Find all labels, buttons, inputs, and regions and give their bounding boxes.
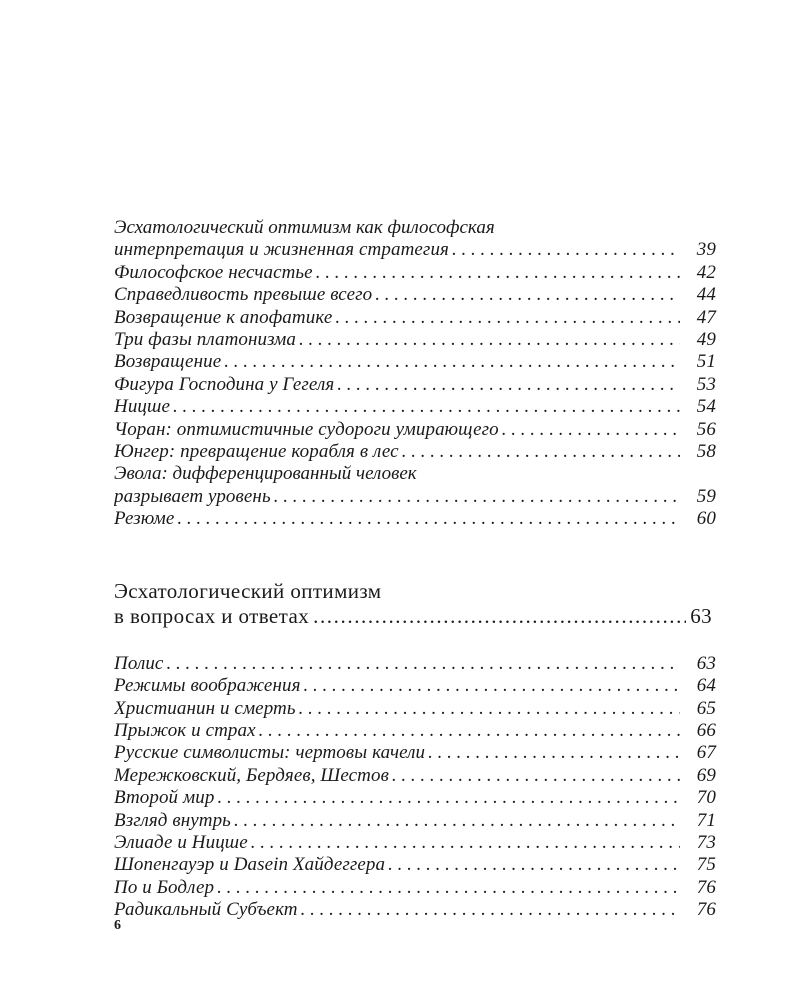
- toc-entry: [114, 765, 716, 787]
- dot-leader: [271, 486, 680, 508]
- toc-entry-page-number: 47: [696, 306, 716, 328]
- toc-entry-title-line1: Эвола: дифференцированный человек: [114, 463, 417, 485]
- toc-entry-page-number: 71: [696, 809, 716, 831]
- toc-entry-row: [114, 877, 716, 899]
- toc-entry: [114, 396, 716, 418]
- toc-entry-title-wrap: [114, 698, 680, 720]
- dot-leader: [332, 307, 680, 329]
- toc-entry-page-number: 59: [696, 485, 716, 507]
- toc-entry-title: Справедливость превыше всего: [114, 284, 373, 306]
- dot-leader: [214, 787, 680, 809]
- toc-entry-page-number: 76: [696, 876, 716, 898]
- toc-entry-title-wrap: [114, 899, 680, 921]
- toc-entry-title-wrap: [114, 441, 680, 463]
- toc-entry: [114, 351, 716, 373]
- toc-entry-title-wrap: [114, 262, 680, 284]
- toc-entry: [114, 742, 716, 764]
- toc-entry-title-wrap: [114, 419, 680, 441]
- toc-entry-title-wrap: [114, 396, 680, 418]
- dot-leader: [313, 262, 680, 284]
- toc-entry-title-wrap: [114, 787, 680, 809]
- toc-entry: [114, 508, 716, 530]
- toc-list-part2: [114, 653, 716, 922]
- toc-entry-title: Христианин и смерть: [114, 697, 296, 719]
- toc-entry-page-number: 54: [696, 396, 716, 418]
- toc-list-part1: [114, 217, 716, 531]
- toc-entry-row: [114, 351, 716, 373]
- toc-entry-page-number: 58: [696, 441, 716, 463]
- toc-entry-title-wrap: [114, 239, 680, 261]
- toc-entry-page-number: 73: [696, 831, 716, 853]
- toc-entry-page-number: 49: [696, 329, 716, 351]
- section-heading-entry: [114, 604, 716, 629]
- toc-entry-page-number: 70: [696, 787, 716, 809]
- toc-entry-title-wrap: [114, 508, 680, 530]
- toc-entry-title-wrap: [114, 832, 680, 854]
- toc-entry-page-number: 63: [696, 652, 716, 674]
- toc-entry: [114, 307, 716, 329]
- toc-entry-page-number: 39: [696, 239, 716, 261]
- toc-entry-title: Философское несчастье: [114, 261, 313, 283]
- toc-entry-title-wrap: [114, 351, 680, 373]
- toc-entry-title-wrap: [114, 720, 680, 742]
- toc-entry: [114, 832, 716, 854]
- toc-entry-page-number: 65: [696, 697, 716, 719]
- dot-leader: [309, 604, 686, 629]
- toc-entry-page-number: 64: [696, 675, 716, 697]
- toc-entry-row: [114, 329, 716, 351]
- toc-entry-page-number: 75: [696, 854, 716, 876]
- toc-entry-row: [114, 486, 716, 508]
- toc-entry-title: Полис: [114, 652, 164, 674]
- dot-leader: [298, 899, 680, 921]
- toc-entry: [114, 877, 716, 899]
- toc-entry-page-number: 53: [696, 373, 716, 395]
- toc-entry-row: [114, 675, 716, 697]
- toc-entry-page-number: 44: [696, 284, 716, 306]
- dot-leader: [174, 508, 680, 530]
- table-of-contents: [114, 217, 716, 922]
- toc-entry-title: Второй мир: [114, 787, 215, 809]
- toc-entry-row: [114, 262, 716, 284]
- toc-entry-page-number: 51: [696, 351, 716, 373]
- dot-leader: [449, 239, 680, 261]
- toc-entry-title: По и Бодлер: [114, 876, 215, 898]
- toc-entry-page-number: 69: [696, 764, 716, 786]
- toc-entry-title-wrap: [114, 854, 680, 876]
- toc-entry-title-wrap: [114, 810, 680, 832]
- toc-entry-row: [114, 419, 716, 441]
- toc-entry-title: разрывает уровень: [114, 485, 271, 507]
- toc-entry-title: Фигура Господина у Гегеля: [114, 373, 335, 395]
- toc-entry-title: интерпретация и жизненная стратегия: [114, 239, 449, 261]
- toc-entry-title-wrap: [114, 374, 680, 396]
- toc-entry: [114, 787, 716, 809]
- toc-entry-row: [114, 284, 716, 306]
- toc-entry-title-wrap: [114, 765, 680, 787]
- toc-entry-title-wrap: [114, 653, 680, 675]
- toc-entry: [114, 854, 716, 876]
- toc-entry-row: [114, 653, 716, 675]
- toc-entry: [114, 419, 716, 441]
- toc-entry-row: [114, 787, 716, 809]
- toc-entry-title: Три фазы платонизма: [114, 329, 296, 351]
- toc-entry: [114, 810, 716, 832]
- dot-leader: [221, 351, 680, 373]
- toc-entry-row: [114, 765, 716, 787]
- toc-entry-title-wrap: [114, 675, 680, 697]
- toc-entry-row: [114, 810, 716, 832]
- toc-entry-title: Режимы воображения: [114, 675, 301, 697]
- toc-entry: [114, 262, 716, 284]
- toc-entry-title: Русские символисты: чертовы качели: [114, 742, 426, 764]
- toc-entry-title-wrap: [114, 284, 680, 306]
- toc-entry-title: Радикальный Субъект: [114, 899, 298, 921]
- toc-entry-title: Ницше: [114, 396, 170, 418]
- toc-entry-title: Элиаде и Ницше: [114, 831, 248, 853]
- dot-leader: [385, 854, 680, 876]
- toc-entry-title: Мережковский, Бердяев, Шестов: [114, 764, 389, 786]
- toc-entry-row: [114, 854, 716, 876]
- toc-entry: [114, 463, 716, 508]
- toc-entry-page-number: 76: [696, 899, 716, 921]
- toc-entry-row: [114, 832, 716, 854]
- toc-entry: [114, 720, 716, 742]
- toc-entry-row: [114, 698, 716, 720]
- toc-entry: [114, 374, 716, 396]
- toc-entry-title: Шопенгауэр и Dasein Хайдеггера: [114, 854, 386, 876]
- dot-leader: [372, 284, 680, 306]
- dot-leader: [248, 832, 680, 854]
- toc-entry-title-wrap: [114, 486, 680, 508]
- toc-entry-title: Чоран: оптимистичные судороги умирающего: [114, 418, 499, 440]
- dot-leader: [301, 675, 680, 697]
- toc-entry-row: [114, 396, 716, 418]
- toc-entry-title-line1: Эсхатологический оптимизм как философская: [114, 217, 495, 238]
- toc-entry: [114, 441, 716, 463]
- dot-leader: [425, 742, 680, 764]
- toc-entry-title-wrap: [114, 742, 680, 764]
- toc-entry-page-number: 60: [696, 508, 716, 530]
- toc-entry: [114, 899, 716, 921]
- section-heading-page-number: 63: [690, 603, 712, 628]
- toc-entry-title: Резюме: [114, 508, 175, 530]
- toc-entry-row: [114, 508, 716, 530]
- toc-entry-title: Юнгер: превращение корабля в лес: [114, 441, 399, 463]
- section-heading-line1: Эсхатологический оптимизм: [114, 578, 382, 603]
- toc-entry-title: Возвращение к апофатике: [114, 306, 333, 328]
- section-heading-title: в вопросах и ответах: [114, 603, 310, 628]
- dot-leader: [214, 877, 680, 899]
- toc-entry-page-number: 56: [696, 418, 716, 440]
- toc-entry-row: [114, 899, 716, 921]
- toc-entry-row: [114, 374, 716, 396]
- toc-entry: [114, 653, 716, 675]
- toc-entry-row: [114, 239, 716, 261]
- dot-leader: [256, 720, 680, 742]
- dot-leader: [296, 698, 680, 720]
- dot-leader: [163, 653, 680, 675]
- dot-leader: [231, 810, 680, 832]
- toc-entry: [114, 217, 716, 262]
- toc-entry-row: [114, 742, 716, 764]
- toc-entry: [114, 698, 716, 720]
- toc-entry-page-number: 67: [696, 742, 716, 764]
- page-folio: 6: [114, 918, 121, 933]
- toc-entry-row: [114, 441, 716, 463]
- dot-leader: [499, 419, 680, 441]
- toc-entry-title-wrap: [114, 307, 680, 329]
- dot-leader: [389, 765, 680, 787]
- toc-entry: [114, 329, 716, 351]
- dot-leader: [399, 441, 680, 463]
- dot-leader: [170, 396, 680, 418]
- toc-entry-row: [114, 720, 716, 742]
- toc-entry-title: Прыжок и страх: [114, 719, 256, 741]
- toc-entry-title-wrap: [114, 329, 680, 351]
- section-heading: [114, 579, 716, 629]
- toc-entry-page-number: 42: [696, 261, 716, 283]
- dot-leader: [334, 374, 680, 396]
- dot-leader: [296, 329, 680, 351]
- toc-entry-title: Возвращение: [114, 351, 222, 373]
- toc-entry-title: Взгляд внутрь: [114, 809, 231, 831]
- toc-entry-page-number: 66: [696, 719, 716, 741]
- toc-entry-title-wrap: [114, 877, 680, 899]
- toc-entry: [114, 284, 716, 306]
- toc-entry-row: [114, 307, 716, 329]
- toc-entry: [114, 675, 716, 697]
